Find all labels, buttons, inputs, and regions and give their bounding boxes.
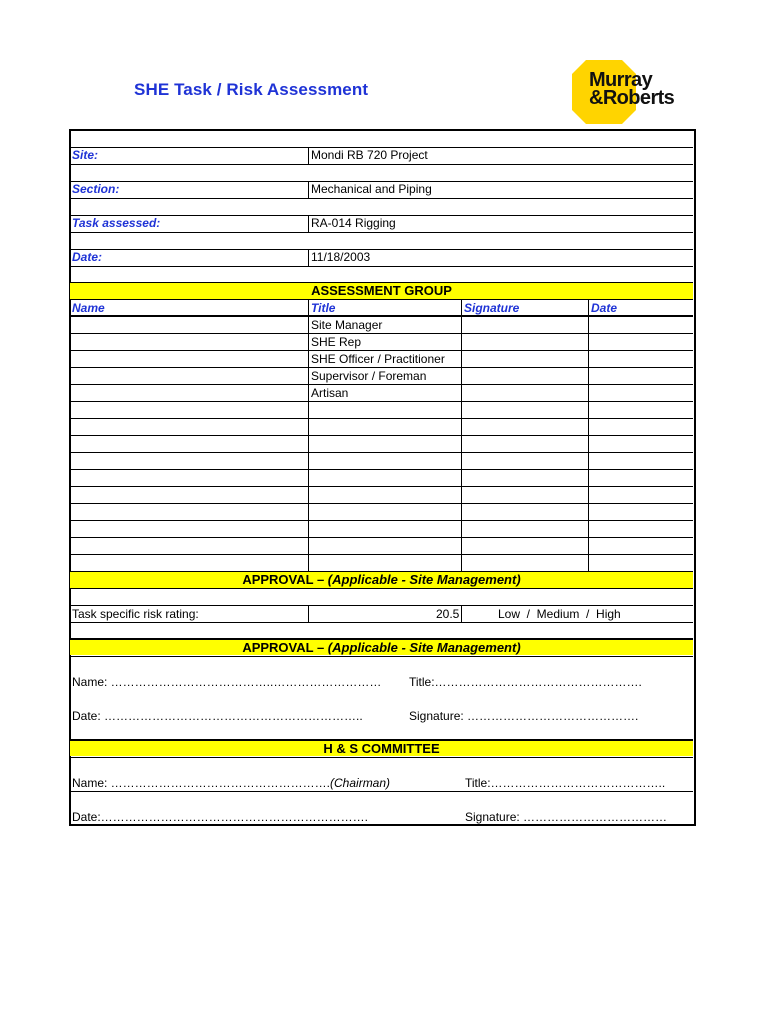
table-row-divider xyxy=(70,486,693,487)
table-row-divider xyxy=(70,333,693,334)
group-title-supervisor: Supervisor / Foreman xyxy=(311,369,427,383)
committee-signature-line: Signature: ……………………………… xyxy=(465,810,668,824)
logo-wordmark xyxy=(589,71,674,107)
murray-roberts-logo xyxy=(572,60,694,124)
table-row-divider xyxy=(70,537,693,538)
task-assessed-value: RA-014 Rigging xyxy=(311,216,396,230)
column-header-name: Name xyxy=(72,301,105,315)
table-row-divider xyxy=(70,418,693,419)
group-title-artisan: Artisan xyxy=(311,386,349,400)
date-value: 11/18/2003 xyxy=(311,250,371,264)
table-row-divider xyxy=(70,554,693,555)
table-row-divider xyxy=(70,350,693,351)
column-header-signature: Signature xyxy=(464,301,520,315)
table-column-divider xyxy=(588,299,589,571)
approval-date-line: Date: ……………………………………………………….. xyxy=(72,709,363,723)
approval-heading-2-note: (Applicable - Site Management) xyxy=(327,640,521,655)
approval-heading-2 xyxy=(70,640,693,656)
logo-line-2: &Roberts xyxy=(589,87,675,109)
approval-heading-1 xyxy=(70,572,693,588)
site-label: Site: xyxy=(72,148,99,162)
group-title-site-manager: Site Manager xyxy=(311,318,383,332)
table-row-divider xyxy=(70,469,693,470)
table-row-divider xyxy=(70,452,693,453)
table-row-divider xyxy=(70,384,693,385)
committee-title-line: Title:…………………………………….. xyxy=(465,776,666,790)
table-row-divider xyxy=(70,367,693,368)
table-row-divider xyxy=(70,435,693,436)
risk-rating-value: 20.5 xyxy=(436,607,460,621)
committee-chairman-note: (Chairman) xyxy=(330,776,391,790)
section-label: Section: xyxy=(72,182,120,196)
group-title-she-rep: SHE Rep xyxy=(311,335,362,349)
group-title-she-officer: SHE Officer / Practitioner xyxy=(311,352,445,366)
committee-name-line xyxy=(72,776,390,790)
risk-rating-label: Task specific risk rating: xyxy=(72,607,199,621)
table-column-divider xyxy=(461,299,462,571)
committee-heading: H & S COMMITTEE xyxy=(323,741,440,756)
approval-heading-2-main: APPROVAL – xyxy=(242,640,328,655)
column-header-date: Date xyxy=(591,301,618,315)
approval-signature-line: Signature: ……………………………………. xyxy=(409,709,639,723)
page-title: SHE Task / Risk Assessment xyxy=(134,80,369,99)
table-row-divider xyxy=(70,401,693,402)
logo-line-1: Murray xyxy=(589,69,653,91)
date-label: Date: xyxy=(72,250,103,264)
table-column-divider xyxy=(308,299,309,571)
approval-name-line: Name: …………………………………..……………………… xyxy=(72,675,382,689)
section-value: Mechanical and Piping xyxy=(311,182,432,196)
assessment-group-heading: ASSESSMENT GROUP xyxy=(311,283,452,298)
approval-heading-1-note: (Applicable - Site Management) xyxy=(327,572,521,587)
approval-heading-1-main: APPROVAL – xyxy=(242,572,328,587)
table-row-divider xyxy=(70,503,693,504)
committee-name-dots: Name: ………………………………………………. xyxy=(72,776,331,790)
site-value: Mondi RB 720 Project xyxy=(311,148,428,162)
column-header-title: Title xyxy=(311,301,336,315)
approval-title-line: Title:……………………………………………. xyxy=(409,675,642,689)
task-assessed-label: Task assessed: xyxy=(72,216,161,230)
risk-scale: Low / Medium / High xyxy=(498,607,621,621)
table-row-divider xyxy=(70,520,693,521)
committee-date-line: Date:…………………………………………………………. xyxy=(72,810,369,824)
